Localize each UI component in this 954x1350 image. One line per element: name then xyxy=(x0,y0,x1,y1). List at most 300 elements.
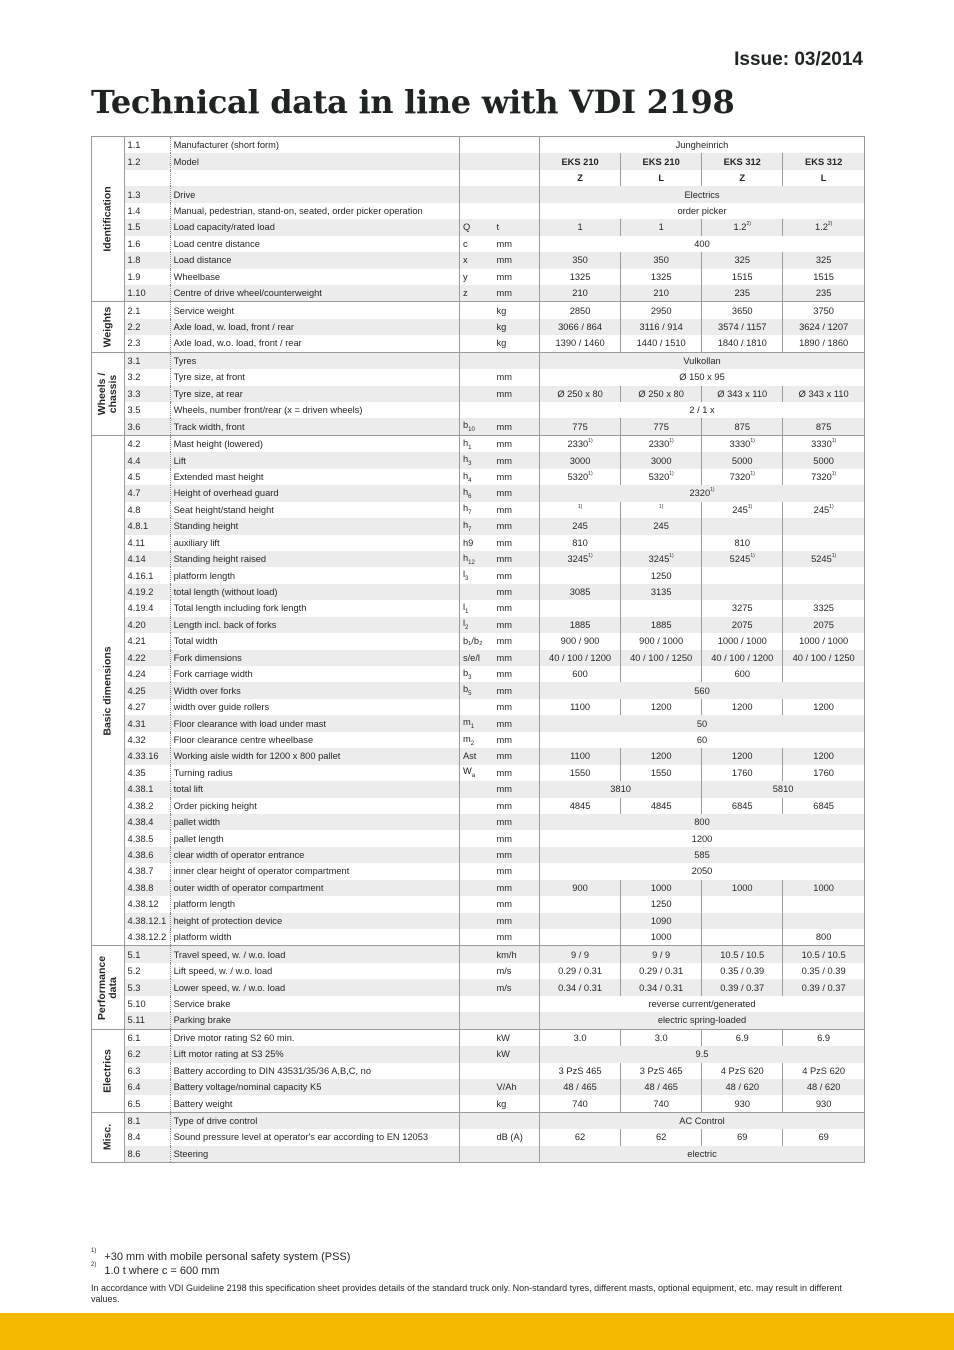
footnote-ref: 1) xyxy=(669,553,674,560)
value-cell xyxy=(702,551,783,567)
value-text: 1200 xyxy=(650,702,672,713)
table-row xyxy=(92,1079,864,1095)
value-text: 1515 xyxy=(731,271,753,282)
row-unit: mm xyxy=(496,570,512,581)
row-number: 5.1 xyxy=(124,946,170,963)
row-description: Load capacity/rated load xyxy=(170,219,459,235)
row-description: Wheels, number front/rear (x = driven wheels) xyxy=(170,402,459,418)
value-cell xyxy=(621,929,702,946)
table-row xyxy=(92,996,864,1012)
value-cell xyxy=(702,979,783,995)
row-symbol xyxy=(459,1063,492,1079)
row-symbol xyxy=(459,682,492,698)
table-row xyxy=(92,170,864,186)
value-cell xyxy=(783,452,864,468)
row-symbol xyxy=(459,748,492,764)
value-cell xyxy=(702,929,783,946)
value-cell xyxy=(783,765,864,781)
row-symbol xyxy=(459,1012,492,1029)
category-cell xyxy=(92,1029,124,1112)
value-text: 2950 xyxy=(650,305,672,316)
value-cell xyxy=(621,1129,702,1145)
row-number: 4.24 xyxy=(124,666,170,682)
table-row xyxy=(92,137,864,153)
row-number: 4.2 xyxy=(124,435,170,452)
value-text: reverse current/generated xyxy=(648,998,756,1009)
value-cell xyxy=(621,502,702,518)
value-text: Ø 250 x 80 xyxy=(638,388,684,399)
value-cell xyxy=(540,946,621,963)
table-row xyxy=(92,666,864,682)
value-cell xyxy=(702,633,783,649)
value-cell xyxy=(621,418,702,435)
value-text: 3245 xyxy=(567,554,589,565)
row-number: 2.1 xyxy=(124,302,170,319)
value-cell xyxy=(783,666,864,682)
value-text: 350 xyxy=(653,255,669,266)
table-row xyxy=(92,963,864,979)
table-row xyxy=(92,269,864,285)
row-symbol xyxy=(459,814,492,830)
value-text: 40 / 100 / 1250 xyxy=(792,652,855,663)
value-cell xyxy=(702,219,783,235)
value-cell xyxy=(702,781,864,797)
value-cell xyxy=(702,567,783,583)
value-cell xyxy=(621,1079,702,1095)
row-number: 2.3 xyxy=(124,335,170,352)
row-symbol xyxy=(459,896,492,912)
value-cell xyxy=(540,847,864,863)
value-text: 3.0 xyxy=(654,1032,668,1043)
value-text: 245 xyxy=(572,521,588,532)
value-text: 1760 xyxy=(813,767,834,778)
footnote-ref: 1) xyxy=(750,470,755,477)
value-cell xyxy=(702,535,783,551)
value-cell xyxy=(540,617,621,633)
symbol-text: b₁/b₂ xyxy=(462,636,483,647)
category-label: Electrics xyxy=(101,1048,114,1093)
value-cell xyxy=(702,285,783,302)
row-unit: mm xyxy=(492,386,539,402)
row-number: 3.5 xyxy=(124,402,170,418)
value-cell xyxy=(783,798,864,814)
symbol-text: h9 xyxy=(462,537,474,548)
disclaimer-note: In accordance with VDI Guideline 2198 this specification sheet provides details of the standard truck only. Non-standard tyres, different masts, optional equipment, etc. may result in different values. xyxy=(91,1283,842,1304)
symbol-subscript: a xyxy=(471,773,476,780)
row-symbol xyxy=(459,518,492,534)
row-unit: mm xyxy=(496,767,512,778)
row-symbol xyxy=(459,1029,492,1046)
value-cell xyxy=(783,1029,864,1046)
value-text: 400 xyxy=(694,238,710,249)
value-text: 6.9 xyxy=(735,1032,749,1043)
value-cell xyxy=(783,600,864,616)
table-row xyxy=(92,699,864,715)
value-cell xyxy=(621,880,702,896)
row-symbol xyxy=(459,285,492,302)
symbol-subscript: 4 xyxy=(468,477,472,484)
symbol-text: l xyxy=(462,602,466,613)
row-symbol xyxy=(459,715,492,731)
value-text: 900 xyxy=(572,882,588,893)
row-symbol xyxy=(459,1046,492,1062)
value-text: 48 / 620 xyxy=(725,1082,760,1093)
value-cell xyxy=(540,335,621,352)
row-description: Axle load, w. load, front / rear xyxy=(170,319,459,335)
value-text: electric xyxy=(687,1148,717,1159)
value-cell xyxy=(540,781,702,797)
table-row xyxy=(92,535,864,551)
row-unit: mm xyxy=(496,271,512,282)
table-row xyxy=(92,319,864,335)
row-symbol xyxy=(459,1146,492,1162)
row-description: platform length xyxy=(170,896,459,912)
value-cell xyxy=(540,1012,864,1029)
value-cell xyxy=(783,748,864,764)
value-text: 2320 xyxy=(689,488,711,499)
row-unit: mm xyxy=(492,485,539,501)
row-unit xyxy=(492,203,539,219)
row-unit: mm xyxy=(492,650,539,666)
value-text: 1325 xyxy=(569,271,591,282)
value-text: EKS 210 xyxy=(642,156,680,167)
value-text: 3066 / 864 xyxy=(558,322,603,333)
row-unit: mm xyxy=(496,734,512,745)
row-symbol xyxy=(459,369,492,385)
value-text: 1325 xyxy=(650,271,672,282)
value-text: 930 xyxy=(734,1098,750,1109)
row-symbol xyxy=(459,650,492,666)
value-text: 1885 xyxy=(650,619,672,630)
row-description: Length incl. back of forks xyxy=(170,617,459,633)
value-text: 1.2 xyxy=(733,222,747,233)
row-number: 3.3 xyxy=(124,386,170,402)
value-cell xyxy=(540,137,864,153)
row-unit: mm xyxy=(496,504,512,515)
table-row xyxy=(92,814,864,830)
row-symbol xyxy=(459,863,492,879)
symbol-subscript: 3 xyxy=(468,674,472,681)
row-unit: mm xyxy=(492,285,539,302)
row-symbol xyxy=(459,269,492,285)
value-text: 810 xyxy=(572,537,588,548)
row-symbol xyxy=(459,732,492,748)
row-unit: V/Ah xyxy=(492,1079,539,1095)
row-unit: m/s xyxy=(496,966,512,977)
value-cell xyxy=(540,1063,621,1079)
symbol-text: l xyxy=(462,618,466,629)
value-cell xyxy=(783,535,864,551)
value-cell xyxy=(702,748,783,764)
row-description: Load distance xyxy=(170,252,459,268)
value-cell xyxy=(702,666,783,682)
value-cell xyxy=(702,386,783,402)
row-number: 4.27 xyxy=(124,699,170,715)
value-cell xyxy=(783,269,864,285)
value-cell xyxy=(783,285,864,302)
row-number: 4.8 xyxy=(124,502,170,518)
value-text: Jungheinrich xyxy=(675,140,729,151)
row-unit: m/s xyxy=(492,979,539,995)
value-text: 900 / 1000 xyxy=(639,636,684,647)
spec-table-container xyxy=(91,136,865,1163)
row-number: 6.1 xyxy=(124,1029,170,1046)
table-row xyxy=(92,1129,864,1145)
row-description: Turning radius xyxy=(170,765,459,781)
value-cell xyxy=(540,765,621,781)
table-row xyxy=(92,600,864,616)
value-text: 325 xyxy=(815,255,832,266)
value-cell xyxy=(540,302,621,319)
row-number: 1.9 xyxy=(124,269,170,285)
value-cell xyxy=(783,302,864,319)
value-cell xyxy=(540,319,621,335)
value-cell xyxy=(540,469,621,485)
row-description: Centre of drive wheel/counterweight xyxy=(170,285,459,302)
footnote-ref: 1) xyxy=(750,553,755,560)
row-number: 2.2 xyxy=(124,319,170,335)
row-description: total length (without load) xyxy=(170,584,459,600)
table-row xyxy=(92,567,864,583)
value-cell xyxy=(702,798,783,814)
value-cell xyxy=(540,203,864,219)
row-unit: km/h xyxy=(492,946,539,963)
footnote-2 xyxy=(91,1262,220,1277)
value-text: 5320 xyxy=(648,471,670,482)
row-number: 5.11 xyxy=(124,1012,170,1029)
value-text: Electrics xyxy=(684,189,720,200)
symbol-text: W xyxy=(462,766,472,777)
value-cell xyxy=(540,600,621,616)
row-unit: mm xyxy=(492,715,539,731)
value-text: 1390 / 1460 xyxy=(555,338,605,349)
row-description: Service brake xyxy=(170,996,459,1012)
value-cell xyxy=(540,979,621,995)
value-text: 600 xyxy=(572,669,588,680)
value-cell xyxy=(621,386,702,402)
value-text: 210 xyxy=(653,288,669,299)
row-number: 4.38.6 xyxy=(124,847,170,863)
row-description: Lift xyxy=(170,452,459,468)
row-description: Service weight xyxy=(170,302,459,319)
table-row xyxy=(92,1146,864,1162)
value-text: 50 xyxy=(696,718,708,729)
footnote-mark: 1) xyxy=(91,1248,97,1254)
row-unit: mm xyxy=(492,584,539,600)
footnote-ref: 1) xyxy=(831,553,837,560)
row-symbol xyxy=(459,170,492,186)
symbol-subscript: 12 xyxy=(468,559,475,566)
value-cell xyxy=(783,219,864,235)
value-cell xyxy=(540,1146,864,1162)
value-cell xyxy=(783,963,864,979)
row-symbol xyxy=(459,567,492,583)
table-row xyxy=(92,236,864,252)
row-symbol xyxy=(459,798,492,814)
value-cell xyxy=(702,1095,783,1112)
value-text: 2330 xyxy=(648,439,670,450)
row-symbol xyxy=(459,485,492,501)
table-row xyxy=(92,203,864,219)
symbol-subscript: 1 xyxy=(470,723,475,730)
row-number: 4.14 xyxy=(124,551,170,567)
footnote-ref: 2) xyxy=(827,221,833,228)
value-text: 4845 xyxy=(569,800,591,811)
row-description: clear width of operator entrance xyxy=(170,847,459,863)
value-cell xyxy=(621,963,702,979)
value-text: 5245 xyxy=(729,554,751,565)
value-text: 1.2 xyxy=(814,222,828,233)
row-description: Standing height xyxy=(170,518,459,534)
value-cell xyxy=(540,435,621,452)
value-text: 1890 / 1860 xyxy=(799,338,849,349)
table-row xyxy=(92,896,864,912)
value-cell xyxy=(540,236,864,252)
category-cell xyxy=(92,435,124,946)
category-cell xyxy=(92,946,124,1029)
table-row xyxy=(92,633,864,649)
value-cell xyxy=(702,946,783,963)
value-text: 10.5 / 10.5 xyxy=(720,949,765,960)
value-text: 2075 xyxy=(731,619,753,630)
table-row xyxy=(92,502,864,518)
value-text: 3116 / 914 xyxy=(639,322,683,333)
row-number: 4.4 xyxy=(124,452,170,468)
value-cell xyxy=(540,682,864,698)
value-cell xyxy=(702,1079,783,1095)
symbol-text: h xyxy=(462,470,469,481)
value-cell xyxy=(783,880,864,896)
value-text: 1000 xyxy=(813,882,834,893)
table-row xyxy=(92,863,864,879)
row-number: 4.38.2 xyxy=(124,798,170,814)
row-description xyxy=(170,170,459,186)
value-text: 3 PzS 465 xyxy=(639,1065,683,1076)
value-text: 1550 xyxy=(650,767,672,778)
table-row xyxy=(92,1012,864,1029)
value-cell xyxy=(540,418,621,435)
value-text: 1515 xyxy=(813,271,834,282)
value-text: 2330 xyxy=(567,439,589,450)
value-cell xyxy=(783,979,864,995)
value-text: 40 / 100 / 1200 xyxy=(549,652,612,663)
symbol-text: x xyxy=(462,255,468,266)
value-cell xyxy=(540,535,621,551)
row-number: 1.6 xyxy=(124,236,170,252)
row-description: Fork carriage width xyxy=(170,666,459,682)
table-row xyxy=(92,186,864,202)
row-number: 4.35 xyxy=(124,765,170,781)
value-cell xyxy=(783,567,864,583)
value-cell xyxy=(621,650,702,666)
footnote-ref: 2) xyxy=(746,221,751,228)
value-cell xyxy=(702,1029,783,1046)
symbol-text: h xyxy=(462,437,469,448)
row-number: 4.38.4 xyxy=(124,814,170,830)
row-unit: mm xyxy=(496,899,512,910)
value-text: 350 xyxy=(572,255,588,266)
value-text: 5320 xyxy=(567,471,589,482)
row-number: 6.3 xyxy=(124,1063,170,1079)
symbol-subscript: 10 xyxy=(468,427,475,434)
category-label: Wheels / chassis xyxy=(95,372,119,416)
row-symbol xyxy=(459,302,492,319)
table-row xyxy=(92,715,864,731)
value-cell xyxy=(621,1029,702,1046)
footnote-ref: 1) xyxy=(588,438,593,445)
row-description: platform width xyxy=(170,929,459,946)
value-text: 3000 xyxy=(569,455,591,466)
row-unit xyxy=(492,1012,539,1029)
value-text: 245 xyxy=(653,521,669,532)
value-cell xyxy=(702,699,783,715)
row-number: 1.2 xyxy=(124,153,170,169)
row-symbol xyxy=(459,352,492,369)
value-text: 2050 xyxy=(691,866,713,877)
row-symbol xyxy=(459,1112,492,1129)
table-row xyxy=(92,435,864,452)
value-text: 6845 xyxy=(731,800,753,811)
value-text: 1200 xyxy=(650,751,672,762)
value-cell xyxy=(540,518,621,534)
row-symbol xyxy=(459,502,492,518)
row-symbol xyxy=(459,535,492,551)
row-symbol xyxy=(459,913,492,929)
row-number: 1.1 xyxy=(124,137,170,153)
value-text: 48 / 465 xyxy=(644,1082,678,1093)
value-text: 1885 xyxy=(569,619,591,630)
footnote-ref: 1) xyxy=(831,438,837,445)
footnote-1 xyxy=(91,1248,351,1263)
value-cell xyxy=(621,913,702,929)
row-unit xyxy=(492,1063,539,1079)
row-description: Floor clearance with load under mast xyxy=(170,715,459,731)
value-cell xyxy=(621,633,702,649)
row-number: 6.2 xyxy=(124,1046,170,1062)
value-text: 1250 xyxy=(650,899,672,910)
symbol-text: y xyxy=(462,271,468,282)
value-cell xyxy=(621,896,702,912)
value-text: 560 xyxy=(694,685,710,696)
row-number: 4.33.16 xyxy=(124,748,170,764)
row-unit: kg xyxy=(496,1098,507,1109)
value-text: 1000 xyxy=(650,932,672,943)
value-text: 245 xyxy=(813,504,830,515)
value-text: 0.34 / 0.31 xyxy=(558,982,603,993)
value-cell xyxy=(783,319,864,335)
row-unit: mm xyxy=(496,372,512,383)
value-text: 775 xyxy=(572,421,588,432)
row-number: 5.3 xyxy=(124,979,170,995)
value-text: 1760 xyxy=(731,767,753,778)
footnote-ref: 1) xyxy=(831,470,837,477)
value-text: 2850 xyxy=(569,305,591,316)
value-cell xyxy=(540,269,621,285)
table-row xyxy=(92,518,864,534)
row-number: 6.5 xyxy=(124,1095,170,1112)
category-label: Performance data xyxy=(95,955,119,1020)
value-text: 1200 xyxy=(731,702,753,713)
table-row xyxy=(92,285,864,302)
row-symbol xyxy=(459,781,492,797)
value-text: L xyxy=(658,173,664,184)
table-row xyxy=(92,732,864,748)
value-text: 7320 xyxy=(811,471,832,482)
value-text: 1000 xyxy=(650,882,672,893)
row-description: Extended mast height xyxy=(170,469,459,485)
value-cell xyxy=(540,170,621,186)
table-row xyxy=(92,252,864,268)
